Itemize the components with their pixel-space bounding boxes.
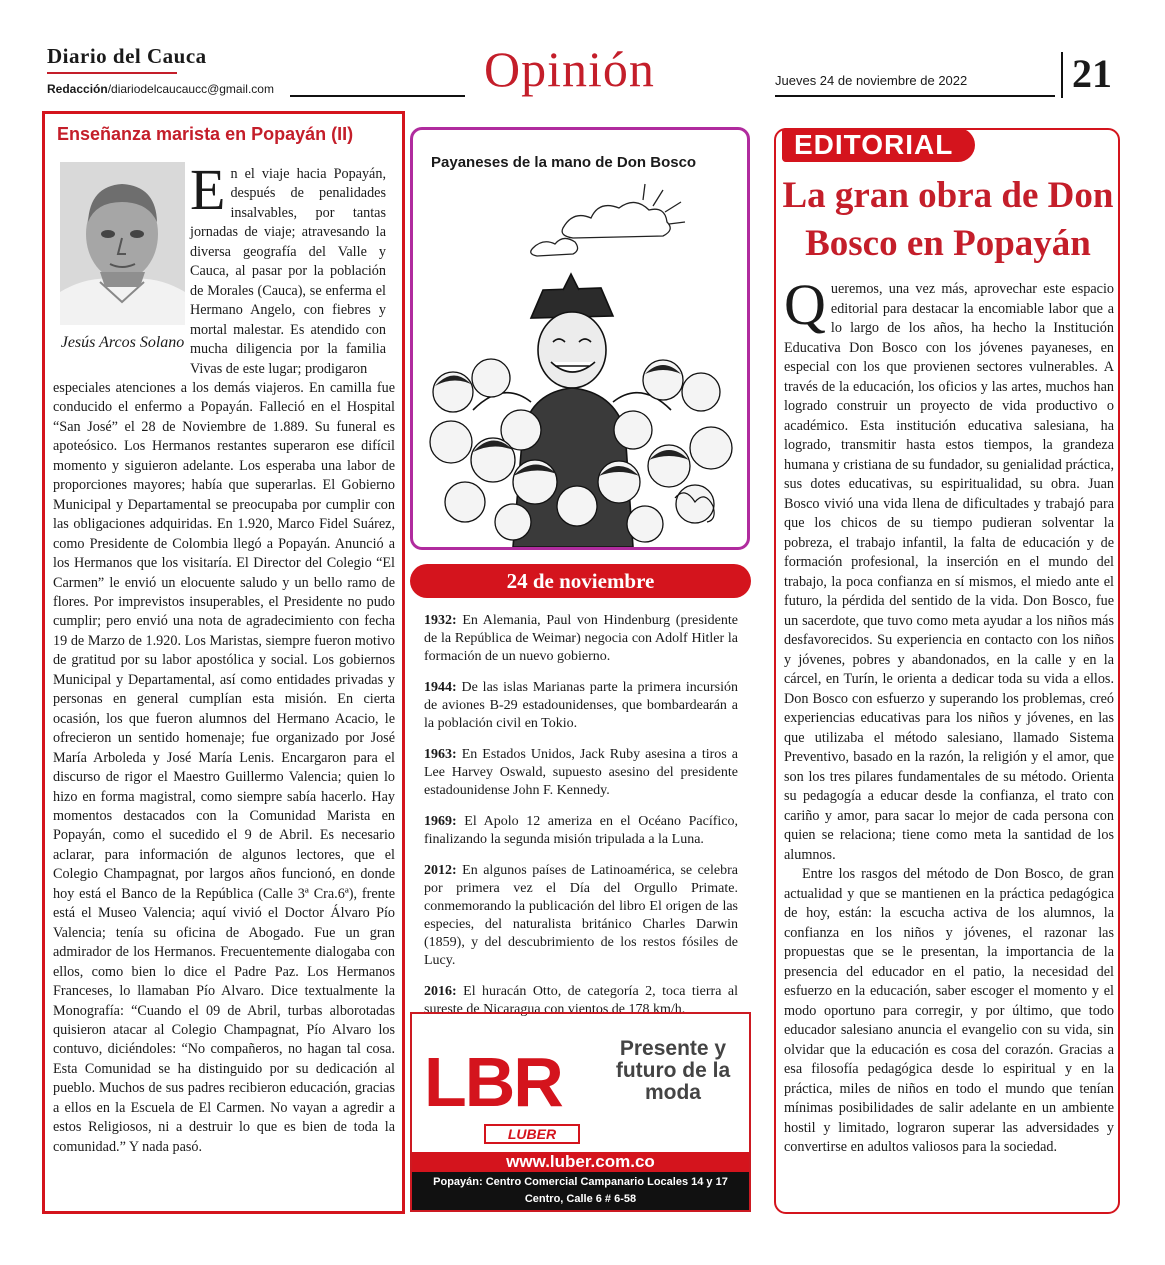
ad-address <box>412 1172 749 1210</box>
editorial-dropcap: Q <box>784 272 826 337</box>
ephemeris-year: 2012: <box>424 863 457 878</box>
section-title: Opinión <box>484 41 655 97</box>
ephemeris-text: En Alemania, Paul von Hindenburg (presidente de la República de Weimar) negocia con Adolf Hitler la formación de un nuevo gobierno. <box>424 613 739 664</box>
author-photo <box>60 162 185 325</box>
logo-underline <box>47 72 177 74</box>
ephemeris-text: De las islas Marianas parte la primera incursión de aviones B-29 estadounidenses, que bombardearán a la población civil en Tokio. <box>424 680 738 731</box>
ephemeris-item <box>424 813 738 849</box>
masthead <box>0 0 1165 110</box>
ephemeris-year: 2016: <box>424 984 457 999</box>
ephemeris-year: 1969: <box>424 814 457 829</box>
ephemeris-item <box>424 679 738 733</box>
ephemeris-text: En algunos países de Latinoamérica, se celebra por primera vez el Día del Orgullo Primate. conmemorando la publicación del libro El origen de las especies, del naturalista británico Charles Darwin (1859), y del descubrimiento de los restos fósiles de Lucy. <box>424 863 738 968</box>
ad-brand: LBR <box>424 1043 562 1121</box>
ephemeris-text: El Apolo 12 ameriza en el Océano Pacífico, finalizando la segunda misión tripulada a la Luna. <box>424 814 739 847</box>
editorial-article <box>774 128 1120 1214</box>
ephemeris-item <box>424 746 738 800</box>
ephemeris-year: 1944: <box>424 680 457 695</box>
ephemeris-text: El huracán Otto, de categoría 2, toca tierra al sureste de Nicaragua con vientos de 178 km/h. <box>424 984 738 1017</box>
redaccion-label: Redacción <box>47 82 108 96</box>
luber-advertisement[interactable] <box>410 1012 751 1212</box>
redaccion-email[interactable]: /diariodelcaucaucc@gmail.com <box>107 82 274 96</box>
ephemeris-item <box>424 862 738 970</box>
redaccion-line <box>47 82 274 96</box>
editorial-badge: EDITORIAL <box>782 128 975 162</box>
ephemeris-item <box>424 612 738 666</box>
ephemeris-year: 1932: <box>424 613 457 628</box>
author-portrait-icon <box>60 162 185 325</box>
column-intro-text: n el viaje hacia Popayán, después de penalidades insalvables, por tantas jornadas de viaje; atravesando la diversa geografía del Valle y Cauca, al pasar por la población de Morales (Cauca), se enferma el Hermano Angelo, con fiebres y mortal malestar. Es atendido con mucha diligencia por la familia Vivas de este lugar; prodigaron <box>190 166 386 377</box>
masthead-divider <box>1061 52 1063 98</box>
opinion-column <box>42 111 405 1214</box>
column-dropcap: E <box>190 157 226 222</box>
author-name: Jesús Arcos Solano <box>60 334 185 351</box>
column-title: Enseñanza marista en Popayán (II) <box>57 124 354 144</box>
ephemeris-year: 1963: <box>424 747 457 762</box>
editorial-cartoon <box>410 127 750 550</box>
newspaper-logo: Diario del Cauca <box>47 44 207 68</box>
ephemeris-banner: 24 de noviembre <box>410 564 751 598</box>
masthead-rule-right <box>775 95 1055 97</box>
cartoon-title: Payaneses de la mano de Don Bosco <box>431 154 697 171</box>
editorial-body <box>784 272 1114 1158</box>
editorial-paragraph-2: Entre los rasgos del método de Don Bosco, de gran actualidad y que se mantienen en la práctica pedagógica de hoy, están: la escucha activa de los alumnos, la confianza en los niños y jóvenes, el razonar las propuestas que se le presentan, la importancia de la presencia del educador en el patio, la necesidad del esfuerzo en la educación, saber escoger el momento y el modo oportuno para corregir, y por último, que todo educador salesiano anuncia el evangelio con su vida, sin olvidar que la educación es cosa del corazón. Gracias a esa filosofía pedagógica desde lo espiritual y en la práctica, miles de niños en todo el mundo que tenían mínimas posibilidades de salir adelante en un ambiente hostil y limitado, lograron superar las adversidades y convertirse en adultos valiosos para la sociedad. <box>784 866 1114 1155</box>
ad-address-line-2: Centro, Calle 6 # 6-58 <box>524 1193 637 1205</box>
issue-date: Jueves 24 de noviembre de 2022 <box>775 73 968 88</box>
ad-address-line-1: Popayán: Centro Comercial Campanario Locales 14 y 17 <box>433 1176 728 1188</box>
cartoon-drawing-icon <box>413 130 747 547</box>
ad-url[interactable]: www.luber.com.co <box>412 1152 749 1172</box>
ad-brand-sub: LUBER <box>484 1124 580 1144</box>
column-body: especiales atenciones a los demás viajeros. En camilla fue conducido el enfermo a Popayán. Falleció en el Hospital “San José” el 28 de Noviembre de 1.889. Su funeral es apoteósico. Los Hermanos restantes superaron ese difícil momento y siguieron adelante. Los esperaba una labor de proporciones mayores; había que superarlas. El Gobierno Municipal y Departamental se preocupaba por cumplir con las obligaciones adquiridas. En 1.920, Marco Fidel Suárez, como Presidente de Colombia llegó a Popayán. Anunció a los Hermanos que los visitaría. El Director del Colegio “El Carmen” le envió un elocuente saludo y un bello ramo de flores. Por imprevistos insuperables, el Presidente no pudo cumplir; pero envió una nota de agradecimiento con fecha 19 de Marzo de 1.920. Los Maristas, siempre fueron motivo de gratitud por su labor apostólica y social. Los gobiernos Municipal y Departamental, así como entidades privadas y personas en general cumplían esta misión. En cierta ocasión, los que fueron alumnos del Hermano Acacio, le ofrecieron un sentido homenaje; fue organizado por José María Arboleda y José María Lenis. Encargaron para el discurso de rigor el Maestro Guillermo Valencia; quien lo hizo en forma magistral, como siempre sabía hacerlo. Hay momentos destacados con la Comunidad Marista en Popayán, como el sucedido el 9 de Abril. Es necesario aclarar, para información de algunos lectores, que el Colegio Champagnat, por largos años funcionó, en donde hoy está el Banco de la República (Calle 3ª Cra.6ª), frente está el Museo Valencia; aquí vivió el Doctor Álvaro Pío Valencia; tenía su oficina de Abogado. Fue un gran admirador de los Hermanos. Frecuentemente dialogaba con ellos, como bien lo dice el Padre Paz. Los Hermanos Franceses, lo llamaban Pío Alvaro. Dice textualmente la Monografía: “Cuando el 09 de Abril, turbas alborotadas quisieron atacar al Colegio Champagnat, Pío Alvaro los contuvo, diciéndoles: “No compañeros, no hagan tal cosa. Esta Comunidad se ha distinguido por su dedicación al pueblo. Muchos de sus padres recibieron educación, gracias a ellos en la Escuela de El Carmen. No vayan a agredir a estos Religiosos, ni a destruir lo que es bien de toda la comunidad.” Y nada pasó. <box>53 380 395 1155</box>
page-number: 21 <box>1072 51 1112 96</box>
editorial-paragraph-1: ueremos, una vez más, aprovechar este espacio editorial para destacar la encomiable labor que a lo largo de los años, ha hecho la Institución Educativa Don Bosco con los jóvenes payaneses, en especial con los que provienen sectores vulnerables. A través de la educación, los oficios y las artes, muchos han logrado construir un proyecto de vida productivo o académico. Esta institución educativa salesiana, ha logrado, transmitir hasta estos tiempos, la grandeza humana y cristiana de su fundador, su genialidad práctica, sus dotes educativas, su espiritualidad, su obra. Juan Bosco vivió una vida llena de dificultades y trabajó para que los chicos de su tiempo pudieran solventar la pobreza, el trabajo infantil, la falta de educación y de formación profesional, la inserción en el mundo del trabajo, la poca confianza en sí mismos, el miedo ante el futuro, la pérdida del sentido de la vida. Don Bosco, fue un sacerdote, que tuvo como meta ayudar a los niños más desfavorecidos. Su experiencia en contacto con los niños y jóvenes, pobres y abandonados, en la calle y en la cárcel, en Turín, le orienta a dedicar toda su vida a ellos. Don Bosco con esfuerzo y superando los problemas, creó experiencias educativas para los niños y jóvenes, en las que utilizaba el método salesiano, llamado Sistema Preventivo, basado en la razón, la religión y el amor, que son los tres pilares fundamentales de su método. Orienta su pedagogía a educar desde la confianza, el trato con cariño y amor, para sacar lo mejor de cada persona con quien se relaciona; tiene como meta la santidad de los alumnos. <box>784 281 1114 863</box>
masthead-rule-left <box>290 95 465 97</box>
luber-logo <box>422 1042 584 1144</box>
editorial-title: La gran obra de Don Bosco en Popayán <box>782 175 1114 264</box>
ephemeris-text: En Estados Unidos, Jack Ruby asesina a tiros a Lee Harvey Oswald, supuesto asesino del presidente estadounidense John F. Kennedy. <box>424 747 739 798</box>
editorial-paragraph <box>784 272 1114 865</box>
ephemeris-list <box>424 612 738 1032</box>
ad-slogan: Presente y futuro de la moda <box>615 1037 731 1104</box>
column-intro <box>190 157 386 379</box>
